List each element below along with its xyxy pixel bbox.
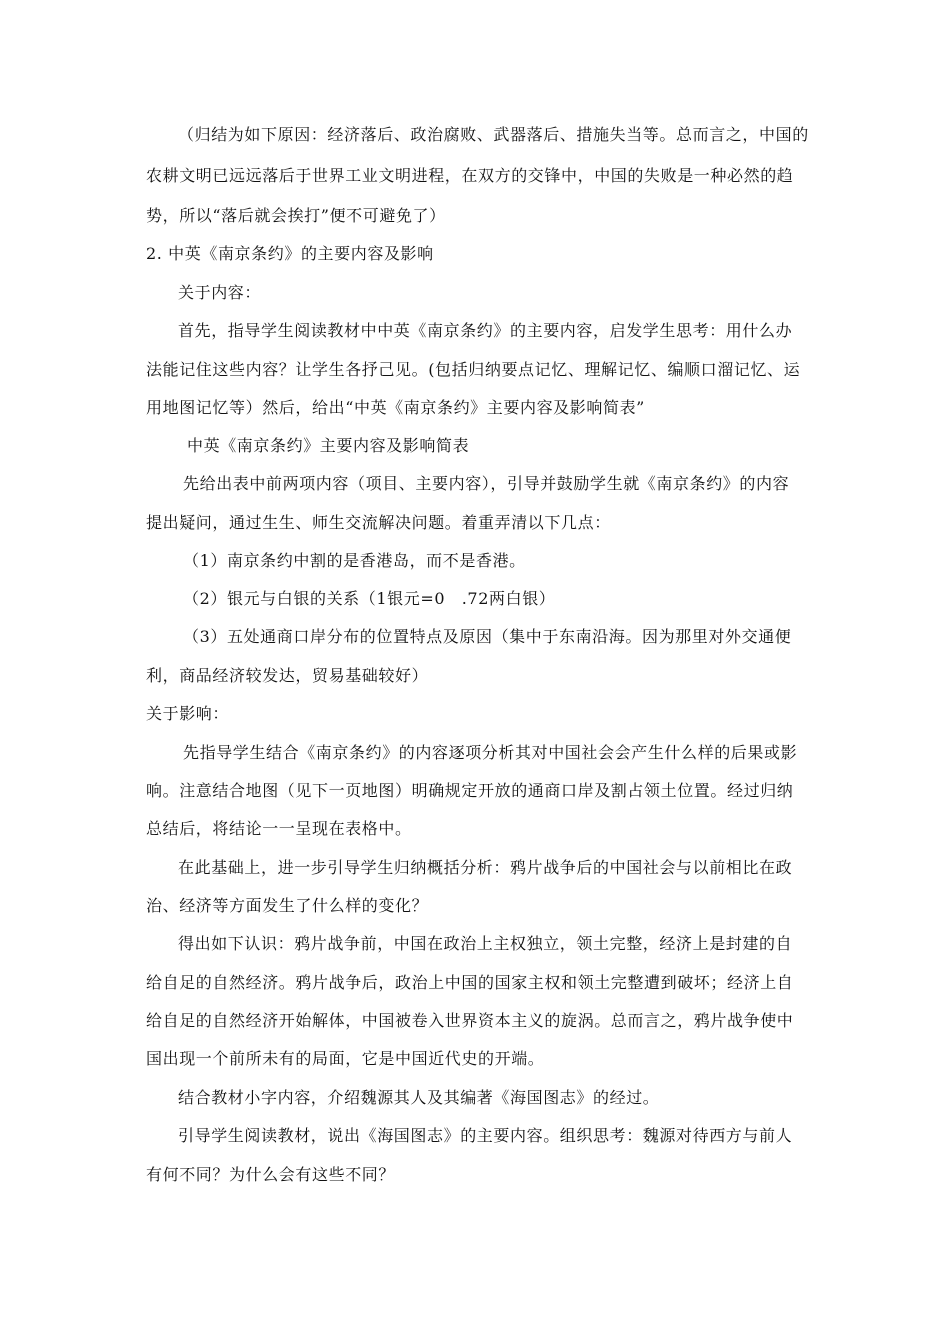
paragraph-reasons-line-2: 农耕文明已远远落后于世界工业文明进程，在双方的交锋中，中国的失败是一种必然的趋 — [146, 166, 794, 185]
paragraph-reasons-line-1: （归结为如下原因：经济落后、政治腐败、武器落后、措施失当等。总而言之，中国的 — [178, 125, 809, 144]
paragraph-first-line-3: 用地图记忆等）然后，给出“中英《南京条约》主要内容及影响简表” — [146, 398, 645, 417]
paragraph-conclusion-line-2: 给自足的自然经济。鸦片战争后，政治上中国的国家主权和领土完整遭到破坏；经济上自 — [146, 973, 794, 992]
paragraph-conclusion-line-3: 给自足的自然经济开始解体，中国被卷入世界资本主义的旋涡。总而言之，鸦片战争使中 — [146, 1011, 794, 1030]
paragraph-impact-line-1: 先指导学生结合《南京条约》的内容逐项分析其对中国社会会产生什么样的后果或影 — [183, 743, 798, 762]
paragraph-haiguo-line-1: 引导学生阅读教材，说出《海国图志》的主要内容。组织思考：魏源对待西方与前人 — [178, 1126, 793, 1145]
list-item-3-line-1: （3）五处通商口岸分布的位置特点及原因（集中于东南沿海。因为那里对外交通便 — [183, 627, 792, 646]
paragraph-conclusion-line-1: 得出如下认识：鸦片战争前，中国在政治上主权独立，领土完整，经济上是封建的自 — [178, 934, 793, 953]
list-item-1: （1）南京条约中割的是香港岛，而不是香港。 — [183, 551, 526, 570]
paragraph-haiguo-line-2: 有何不同？为什么会有这些不同？ — [146, 1165, 396, 1184]
paragraph-first-line-2: 法能记住这些内容？让学生各抒己见。(包括归纳要点记忆、理解记忆、编顺口溜记忆、运 — [146, 360, 801, 379]
paragraph-first-line-1: 首先，指导学生阅读教材中中英《南京条约》的主要内容，启发学生思考：用什么办 — [178, 321, 793, 340]
paragraph-basis-line-1: 在此基础上，进一步引导学生归纳概括分析：鸦片战争后的中国社会与以前相比在政 — [178, 858, 793, 877]
paragraph-reasons-line-3: 势，所以“落后就会挨打”便不可避免了） — [146, 206, 446, 225]
paragraph-table-line-2: 提出疑问，通过生生、师生交流解决问题。着重弄清以下几点： — [146, 513, 611, 532]
paragraph-basis-line-2: 治、经济等方面发生了什么样的变化？ — [146, 896, 429, 915]
section-heading-nanjing-treaty: 2. 中英《南京条约》的主要内容及影响 — [146, 244, 434, 263]
subheading-about-content: 关于内容： — [178, 283, 262, 302]
table-caption: 中英《南京条约》主要内容及影响简表 — [187, 436, 470, 455]
paragraph-weiyuan-intro: 结合教材小字内容，介绍魏源其人及其编著《海国图志》的经过。 — [178, 1088, 660, 1107]
paragraph-impact-line-3: 总结后，将结论一一呈现在表格中。 — [146, 819, 412, 838]
subheading-about-impact: 关于影响： — [146, 704, 230, 723]
list-item-3-line-2: 利，商品经济较发达，贸易基础较好） — [146, 666, 429, 685]
list-item-2: （2）银元与白银的关系（1银元=0 .72两白银） — [183, 589, 556, 608]
paragraph-impact-line-2: 响。注意结合地图（见下一页地图）明确规定开放的通商口岸及割占领土位置。经过归纳 — [146, 781, 794, 800]
paragraph-conclusion-line-4: 国出现一个前所未有的局面，它是中国近代史的开端。 — [146, 1049, 545, 1068]
paragraph-table-line-1: 先给出表中前两项内容（项目、主要内容），引导并鼓励学生就《南京条约》的内容 — [183, 474, 790, 493]
